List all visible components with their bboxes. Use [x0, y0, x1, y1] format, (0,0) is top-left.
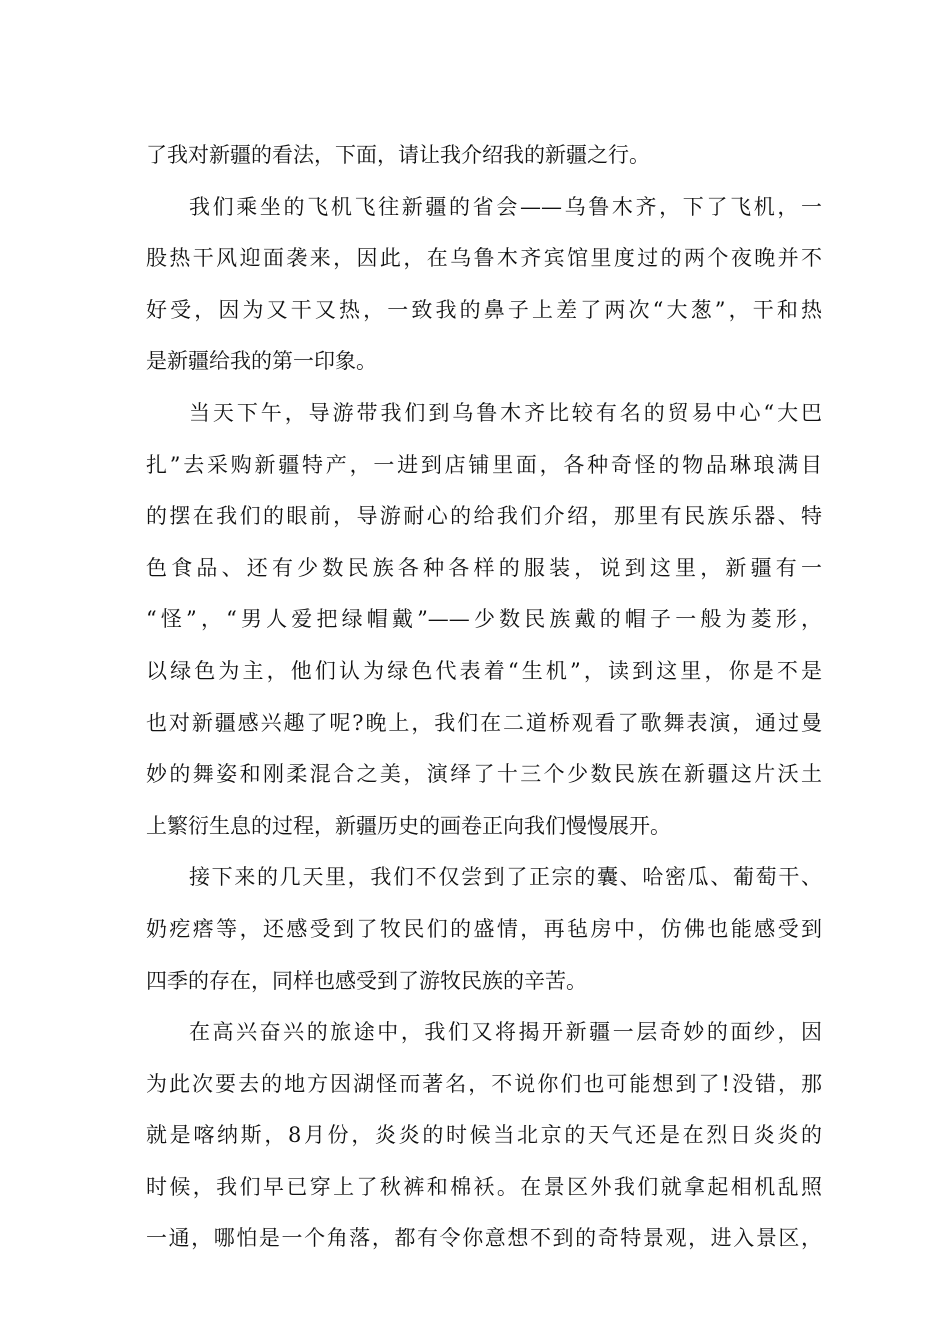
- text-line: 的摆在我们的眼前，导游耐心的给我们介绍，那里有民族乐器、特: [146, 504, 822, 529]
- text-line: 一通，哪怕是一个角落，都有令你意想不到的奇特景观，进入景区，: [146, 1226, 822, 1251]
- text-line: 妙的舞姿和刚柔混合之美，演绎了十三个少数民族在新疆这片沃土: [146, 762, 822, 787]
- paragraph: [146, 852, 822, 1007]
- text-line: 扎”去采购新疆特产，一进到店铺里面，各种奇怪的物品琳琅满目: [146, 452, 822, 477]
- paragraph: [146, 1007, 822, 1265]
- text-line: 了我对新疆的看法，下面，请让我介绍我的新疆之行。: [146, 143, 650, 167]
- text-line: 色食品、还有少数民族各种各样的服装，说到这里，新疆有一: [146, 555, 822, 580]
- text-line: 四季的存在，同样也感受到了游牧民族的辛苦。: [146, 968, 587, 993]
- body-text: [146, 130, 822, 1265]
- text-line: 我们乘坐的飞机飞往新疆的省会——乌鲁木齐，下了飞机，一: [189, 194, 822, 219]
- text-line: 当天下午，导游带我们到乌鲁木齐比较有名的贸易中心“大巴: [189, 400, 822, 425]
- paragraph: [146, 130, 822, 182]
- text-line: 就是喀纳斯，8月份，炎炎的时候当北京的天气还是在烈日炎炎的: [146, 1123, 822, 1148]
- text-line: 是新疆给我的第一印象。: [146, 349, 377, 374]
- text-line: 为此次要去的地方因湖怪而著名，不说你们也可能想到了!没错，那: [146, 1071, 822, 1096]
- text-line: 时候，我们早已穿上了秋裤和棉袄。在景区外我们就拿起相机乱照: [146, 1174, 822, 1199]
- text-line: 也对新疆感兴趣了呢?晚上，我们在二道桥观看了歌舞表演，通过曼: [146, 710, 822, 735]
- text-line: 在高兴奋兴的旅途中，我们又将揭开新疆一层奇妙的面纱，因: [189, 1020, 822, 1045]
- text-line: 以绿色为主，他们认为绿色代表着“生机”，读到这里，你是不是: [146, 658, 822, 683]
- text-line: 接下来的几天里，我们不仅尝到了正宗的囊、哈密瓜、葡萄干、: [189, 865, 822, 890]
- paragraph: [146, 388, 822, 852]
- text-line: “怪”，“男人爱把绿帽戴”——少数民族戴的帽子一般为菱形，: [146, 607, 822, 632]
- text-line: 股热干风迎面袭来，因此，在乌鲁木齐宾馆里度过的两个夜晚并不: [146, 246, 822, 271]
- text-line: 上繁衍生息的过程，新疆历史的画卷正向我们慢慢展开。: [146, 813, 671, 838]
- text-line: 奶疙瘩等，还感受到了牧民们的盛情，再毡房中，仿佛也能感受到: [146, 916, 822, 941]
- paragraph: [146, 182, 822, 388]
- text-line: 好受，因为又干又热，一致我的鼻子上差了两次“大葱”，干和热: [146, 297, 822, 322]
